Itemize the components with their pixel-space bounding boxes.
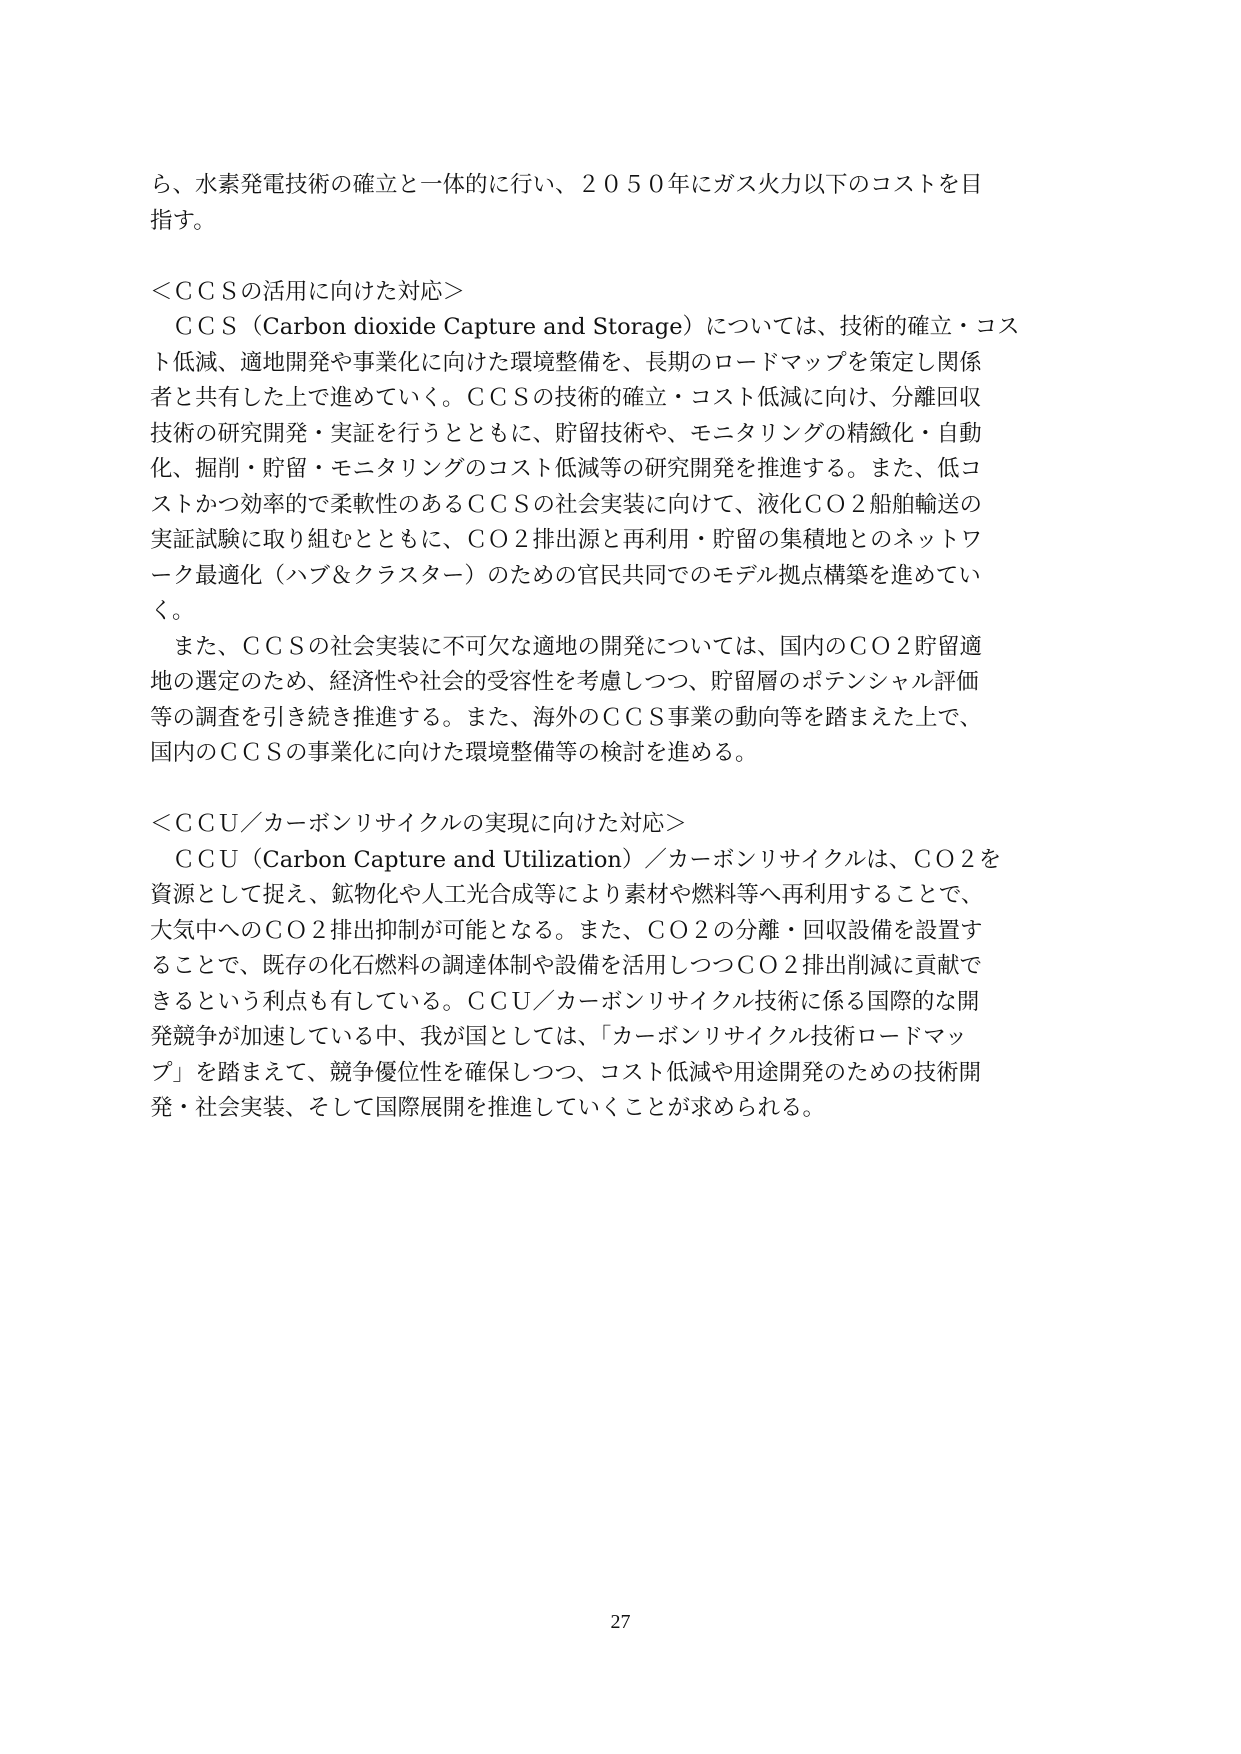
- text-line: 大気中へのＣＯ２排出抑制が可能となる。また、ＣＯ２の分離・回収設備を設置す: [150, 917, 983, 944]
- text-line: 指す。: [150, 207, 216, 234]
- text-line: ーク最適化（ハブ＆クラスター）のための官民共同でのモデル拠点構築を進めてい: [150, 562, 981, 589]
- document-body: [150, 168, 1080, 1127]
- ccs-paragraph-1: [150, 310, 1080, 630]
- text-line: 者と共有した上で進めていく。ＣＣＳの技術的確立・コスト低減に向け、分離回収: [150, 385, 982, 411]
- text-line: 発・社会実装、そして国際展開を推進していくことが求められる。: [150, 1095, 826, 1121]
- text-line: 国内のＣＣＳの事業化に向けた環境整備等の検討を進める。: [150, 740, 758, 766]
- intro-paragraph: [150, 168, 1080, 239]
- section-heading-ccs: ＜ＣＣＳの活用に向けた対応＞: [150, 278, 466, 305]
- text-line: 発競争が加速している中、我が国としては、「カーボンリサイクル技術ロードマッ: [150, 1024, 968, 1050]
- text-line: 実証試験に取り組むとともに、ＣＯ２排出源と再利用・貯留の集積地とのネットワ: [150, 527, 983, 553]
- text-line: ら、水素発電技術の確立と一体的に行い、２０５０年にガス火力以下のコストを目: [150, 172, 983, 198]
- page-number: 27: [610, 1611, 631, 1633]
- text-line: また、ＣＣＳの社会実装に不可欠な適地の開発については、国内のＣＯ２貯留適: [150, 633, 983, 660]
- text-line: 化、掘削・貯留・モニタリングのコスト低減等の研究開発を推進する。また、低コ: [150, 456, 983, 482]
- paragraph-spacer: [150, 239, 1080, 275]
- text-line: く。: [150, 598, 195, 624]
- ccu-paragraph-1: [150, 843, 1080, 1127]
- section-heading-ccu: ＜ＣＣＵ／カーボンリサイクルの実現に向けた対応＞: [150, 811, 687, 837]
- text-line: ＣＣＵ（Carbon Capture and Utilization）／カーボンリサイクルは、ＣＯ２を: [150, 846, 1002, 873]
- text-line: ＣＣＳ（Carbon dioxide Capture and Storage）については、技術的確立・コス: [150, 314, 1020, 340]
- section-ccs: [150, 275, 1080, 772]
- text-line: 資源として捉え、鉱物化や人工光合成等により素材や燃料等へ再利用することで、: [150, 882, 984, 908]
- section-ccu: [150, 807, 1080, 1127]
- text-line: ト低減、適地開発や事業化に向けた環境整備を、長期のロードマップを策定し関係: [150, 349, 982, 376]
- text-line: プ」を踏まえて、競争優位性を確保しつつ、コスト低減や用途開発のための技術開: [150, 1059, 982, 1086]
- text-line: きるという利点も有している。ＣＣＵ／カーボンリサイクル技術に係る国際的な開: [150, 988, 980, 1015]
- text-line: ることで、既存の化石燃料の調達体制や設備を活用しつつＣＯ２排出削減に貢献で: [150, 953, 983, 979]
- text-line: 地の選定のため、経済性や社会的受容性を考慮しつつ、貯留層のポテンシャル評価: [150, 669, 979, 695]
- text-line: ストかつ効率的で柔軟性のあるＣＣＳの社会実装に向けて、液化ＣＯ２船舶輸送の: [150, 491, 983, 518]
- paragraph-spacer: [150, 772, 1080, 808]
- text-line: 等の調査を引き続き推進する。また、海外のＣＣＳ事業の動向等を踏まえた上で、: [150, 704, 983, 731]
- text-line: 技術の研究開発・実証を行うとともに、貯留技術や、モニタリングの精緻化・自動: [150, 420, 982, 447]
- ccs-paragraph-2: [150, 630, 1080, 772]
